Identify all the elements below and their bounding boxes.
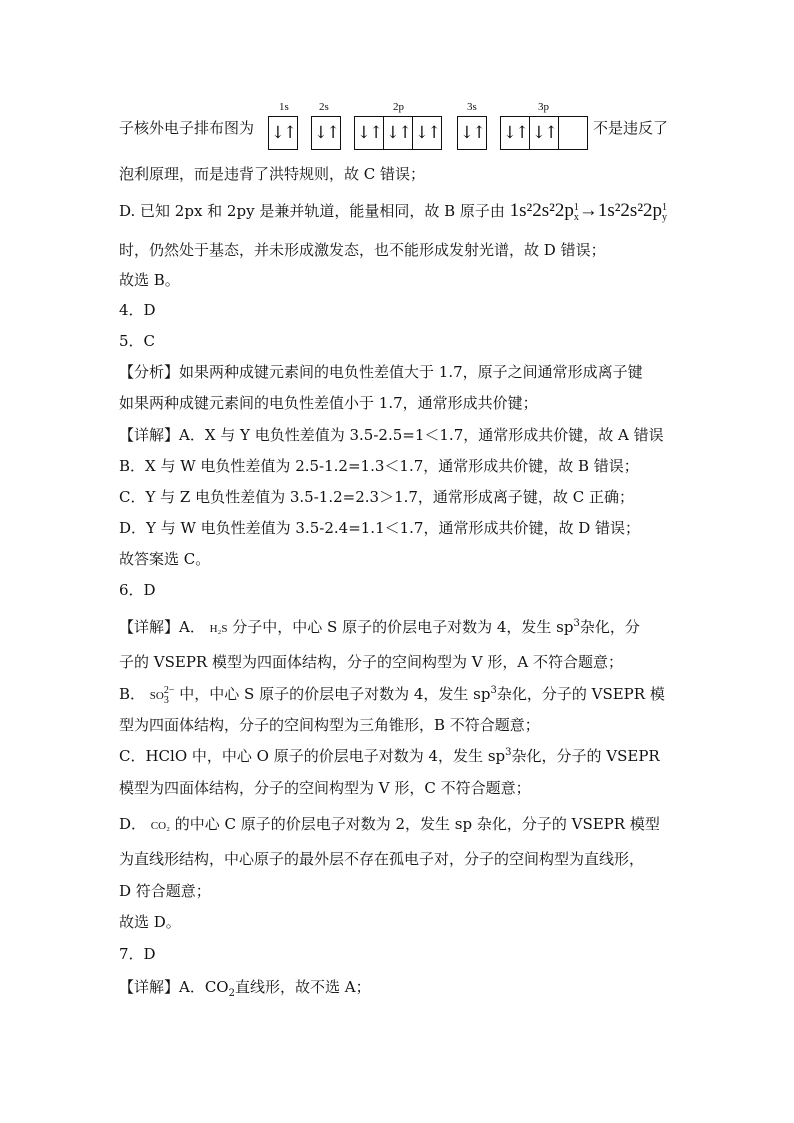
orbital-group-3s	[457, 116, 487, 150]
orbital-label-2p: 2p	[393, 101, 404, 113]
orbital-group-3p	[500, 116, 588, 150]
text-line: C．HClO 中，中心 O 原子的价层电子对数为 4，发生 $sp^3$杂化，分子的 VSEPR	[119, 747, 660, 765]
formula-so3: SO32−	[149, 685, 175, 706]
answer-5: 5．C	[119, 332, 156, 350]
electron-config-before: $1s^22s^22p_x^1\to 1s^22s^22p_y^1$	[509, 200, 668, 223]
orbital-line	[119, 118, 254, 138]
answer-4: 4．D	[119, 301, 156, 319]
answer-6: 6．D	[119, 581, 156, 599]
orbital-box: ↓↑	[459, 123, 485, 143]
text-line: 故选 B。	[119, 271, 180, 289]
orbital-group-2p	[354, 116, 442, 150]
text-line: 泡利原理，而是违背了洪特规则，故 C 错误；	[119, 165, 426, 183]
orbital-prefix: 子核外电子排布图为	[119, 119, 255, 137]
text-line: 模型为四面体结构，分子的空间构型为 V 形，C 不符合题意；	[119, 779, 531, 797]
text-line: B．X 与 W 电负性差值为 2.5-1.2=1.3＜1.7，通常形成共价键，故 B 错误；	[119, 457, 639, 475]
orbital-box: ↓↑	[501, 117, 530, 149]
text-line: 子的 VSEPR 模型为四面体结构，分子的空间构型为 V 形，A 不符合题意；	[119, 653, 623, 671]
orbital-label-3s: 3s	[467, 101, 477, 113]
text-line: D． CO₂ 的中心 C 原子的价层电子对数为 2，发生 sp 杂化，分子的 VSEPR 模型	[119, 815, 660, 833]
text-line: 【详解】A．$CO_2$直线形，故不选 A；	[119, 978, 371, 999]
text-line: D．Y 与 W 电负性差值为 3.5-2.4=1.1＜1.7，通常形成共价键，故 D 错误；	[119, 519, 641, 537]
text-line: 型为四面体结构，分子的空间构型为三角锥形，B 不符合题意；	[119, 716, 540, 734]
orbital-box: ↓↑	[414, 123, 440, 143]
answer-7: 7．D	[119, 945, 156, 963]
text-line: 如果两种成键元素间的电负性差值小于 1.7，通常形成共价键；	[119, 394, 538, 412]
text-line	[119, 201, 667, 221]
text-line: 故答案选 C。	[119, 550, 211, 568]
orbital-label-3p: 3p	[538, 101, 549, 113]
text-line: C．Y 与 Z 电负性差值为 3.5-1.2=2.3＞1.7，通常形成离子键，故 C 正确；	[119, 488, 634, 506]
orbital-box: ↓↑	[384, 117, 413, 149]
orbital-group-1s	[268, 116, 298, 150]
text-line: D 符合题意；	[119, 882, 211, 900]
text-line: 【分析】如果两种成键元素间的电负性差值大于 1.7，原子之间通常形成离子键	[119, 363, 643, 381]
formula-co2: CO₂	[150, 820, 170, 832]
orbital-box: ↓↑	[355, 117, 384, 149]
orbital-suffix: 不是违反了	[593, 119, 669, 137]
orbital-box	[559, 117, 587, 149]
orbital-box: ↓↑	[270, 123, 296, 143]
text-line: 时，仍然处于基态，并未形成激发态，也不能形成发射光谱，故 D 错误；	[119, 241, 606, 259]
text-line: 为直线形结构，中心原子的最外层不存在孤电子对，分子的空间构型为直线形，	[119, 850, 645, 868]
orbital-box: ↓↑	[313, 123, 339, 143]
orbital-box: ↓↑	[530, 117, 559, 149]
text-span: D. 已知 2px 和 2py 是兼并轨道，能量相同，故 B 原子由	[119, 202, 510, 220]
text-line: 【详解】A． H₂S 分子中，中心 S 原子的价层电子对数为 4，发生 $sp^3$杂化，分	[119, 618, 640, 636]
text-line: B． SO32− 中，中心 S 原子的价层电子对数为 4，发生 $sp^3$杂化，分子的 VSEPR 模	[119, 685, 665, 706]
text-line: 【详解】A．X 与 Y 电负性差值为 3.5-2.5=1＜1.7，通常形成共价键，故 A 错误	[119, 426, 664, 444]
orbital-label-2s: 2s	[319, 101, 329, 113]
orbital-group-2s	[311, 116, 341, 150]
formula-h2s: H₂S	[209, 623, 228, 635]
orbital-label-1s: 1s	[279, 101, 289, 113]
text-line: 故选 D。	[119, 913, 181, 931]
